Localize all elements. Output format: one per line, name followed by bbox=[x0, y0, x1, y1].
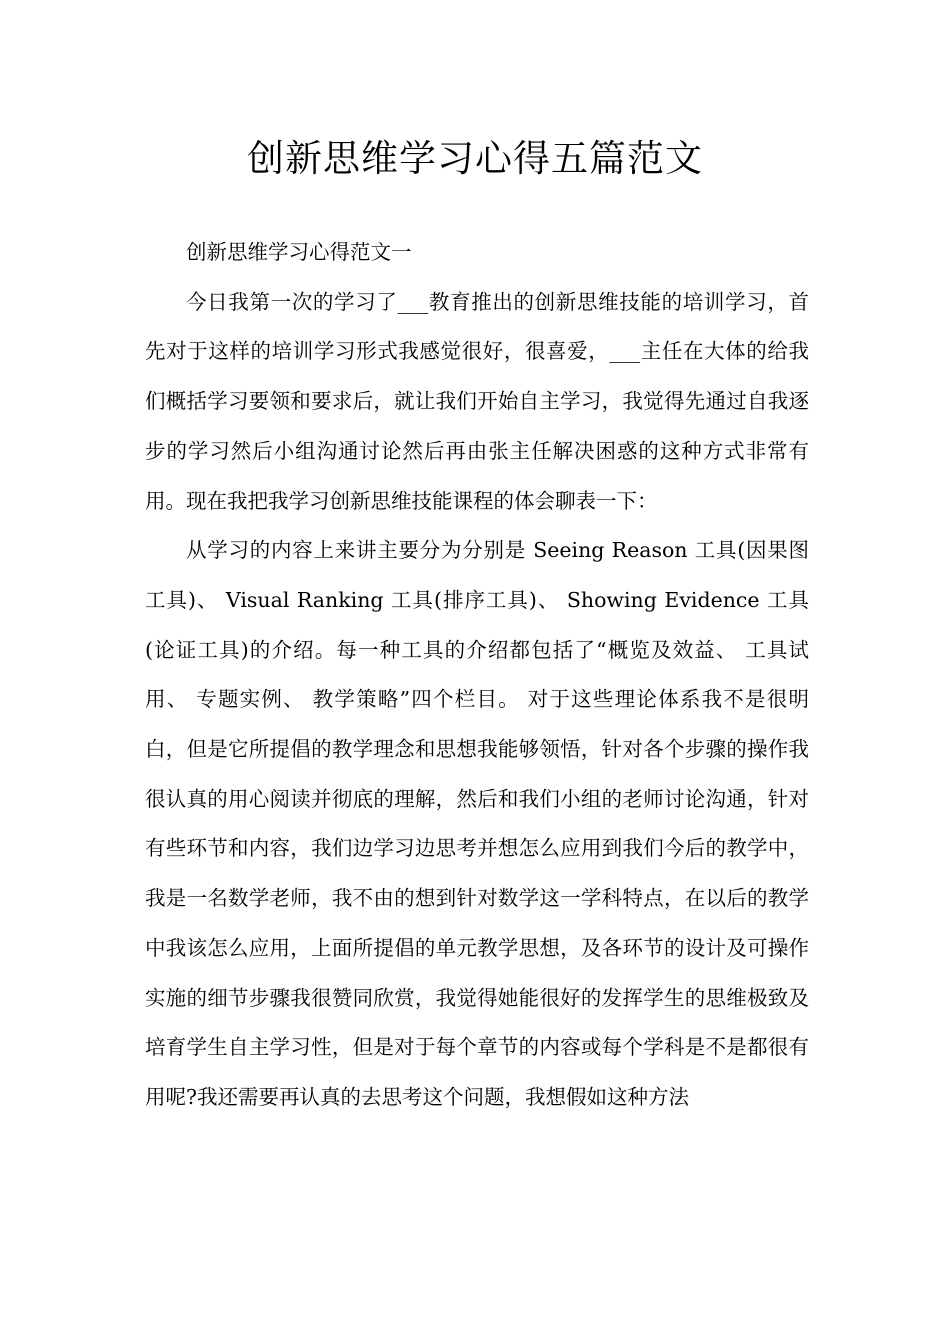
section-heading: 创新思维学习心得范文一 bbox=[186, 240, 412, 264]
document-body bbox=[145, 228, 809, 1123]
paragraph: 从学习的内容上来讲主要分为分别是 Seeing Reason 工具(因果图工具)、 Visual Ranking 工具(排序工具)、 Showing Evidence 工具(论证工具)的介绍。每一种工具的介绍都包括了“概览及效益、 工具试用、 专题实例、 教学策略”四个栏目。 对于这些理论体系我不是很明白，但是它所提倡的教学理念和思想我能够领悟，针对各个步骤的操作我很认真的用心阅读并彻底的理解，然后和我们小组的老师讨论沟通，针对有些环节和内容，我们边学习边思考并想怎么应用到我们今后的教学中，我是一名数学老师，我不由的想到针对数学这一学科特点，在以后的教学中我该怎么应用，上面所提倡的单元教学思想，及各环节的设计及可操作实施的细节步骤我很赞同欣赏，我觉得她能很好的发挥学生的思维极致及培育学生自主学习性，但是对于每个章节的内容或每个学科是不是都很有用呢?我还需要再认真的去思考这个问题，我想假如这种方法 bbox=[145, 538, 809, 1109]
paragraph: 今日我第一次的学习了___教育推出的创新思维技能的培训学习，首先对于这样的培训学习形式我感觉很好，很喜爱，___主任在大体的给我们概括学习要领和要求后，就让我们开始自主学习，我觉得先通过自我逐步的学习然后小组沟通讨论然后再由张主任解决困惑的这种方式非常有用。现在我把我学习创新思维技能课程的体会聊表一下： bbox=[145, 289, 809, 513]
document-title: 创新思维学习心得五篇范文 bbox=[247, 137, 703, 180]
